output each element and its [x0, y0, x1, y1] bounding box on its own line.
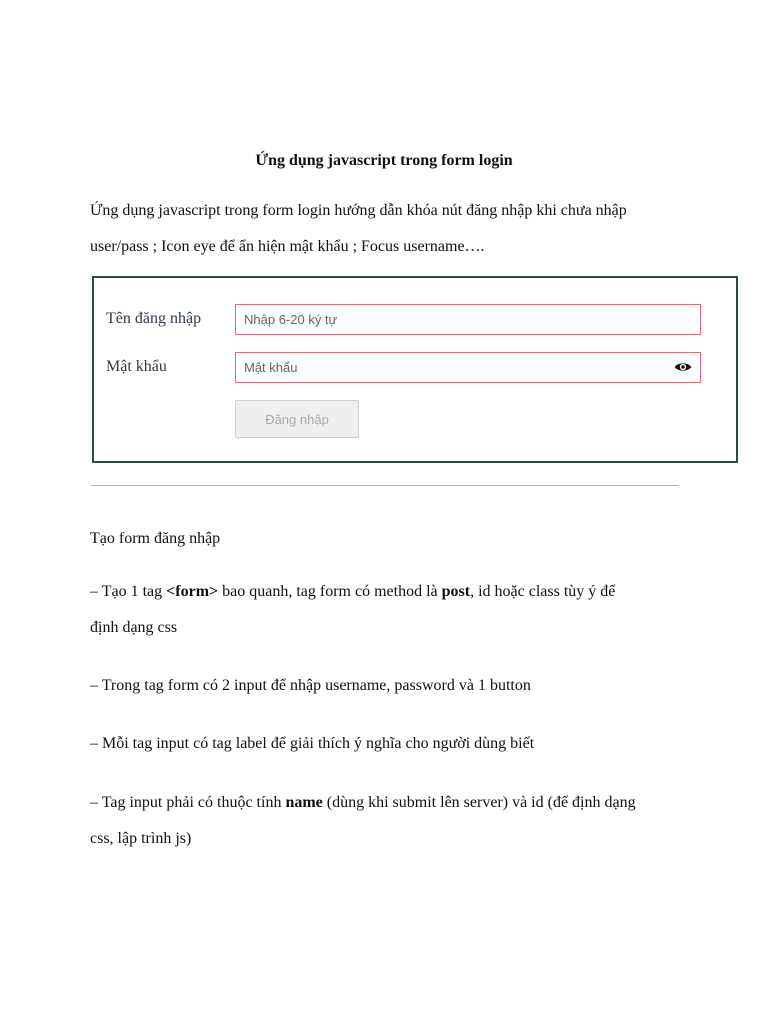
list-item	[90, 574, 690, 646]
list-item: – Mỗi tag input có tag label để giải thích ý nghĩa cho người dùng biết	[90, 735, 535, 752]
eye-icon[interactable]	[674, 360, 692, 374]
section-heading: Tạo form đăng nhập	[90, 530, 221, 547]
divider	[91, 485, 679, 486]
list-item: – Trong tag form có 2 input để nhập username, password và 1 button	[90, 677, 531, 694]
list-item-line: – Tag input phải có thuộc tính name (dùng khi submit lên server) và id (để định dạng	[90, 794, 636, 811]
intro-line: Ứng dụng javascript trong form login hướng dẫn khóa nút đăng nhập khi chưa nhập	[90, 202, 627, 219]
list-item-line: định dạng css	[90, 619, 178, 636]
list-item	[90, 785, 690, 857]
username-label: Tên đăng nhập	[106, 310, 202, 327]
username-input[interactable]	[236, 305, 672, 334]
password-input[interactable]	[236, 353, 672, 382]
list-item-line: – Tạo 1 tag <form> bao quanh, tag form có method là post, id hoặc class tùy ý để	[90, 583, 616, 600]
password-field[interactable]	[235, 352, 701, 383]
username-field[interactable]	[235, 304, 701, 335]
login-button[interactable]: Đăng nhập	[235, 400, 359, 438]
intro-paragraph	[90, 193, 690, 265]
list-item-line: css, lập trình js)	[90, 830, 192, 847]
intro-line: user/pass ; Icon eye để ẩn hiện mật khẩu ; Focus username….	[90, 238, 485, 255]
password-label: Mật khẩu	[106, 358, 167, 375]
login-form	[92, 276, 738, 463]
page-title: Ứng dụng javascript trong form login	[255, 152, 513, 169]
